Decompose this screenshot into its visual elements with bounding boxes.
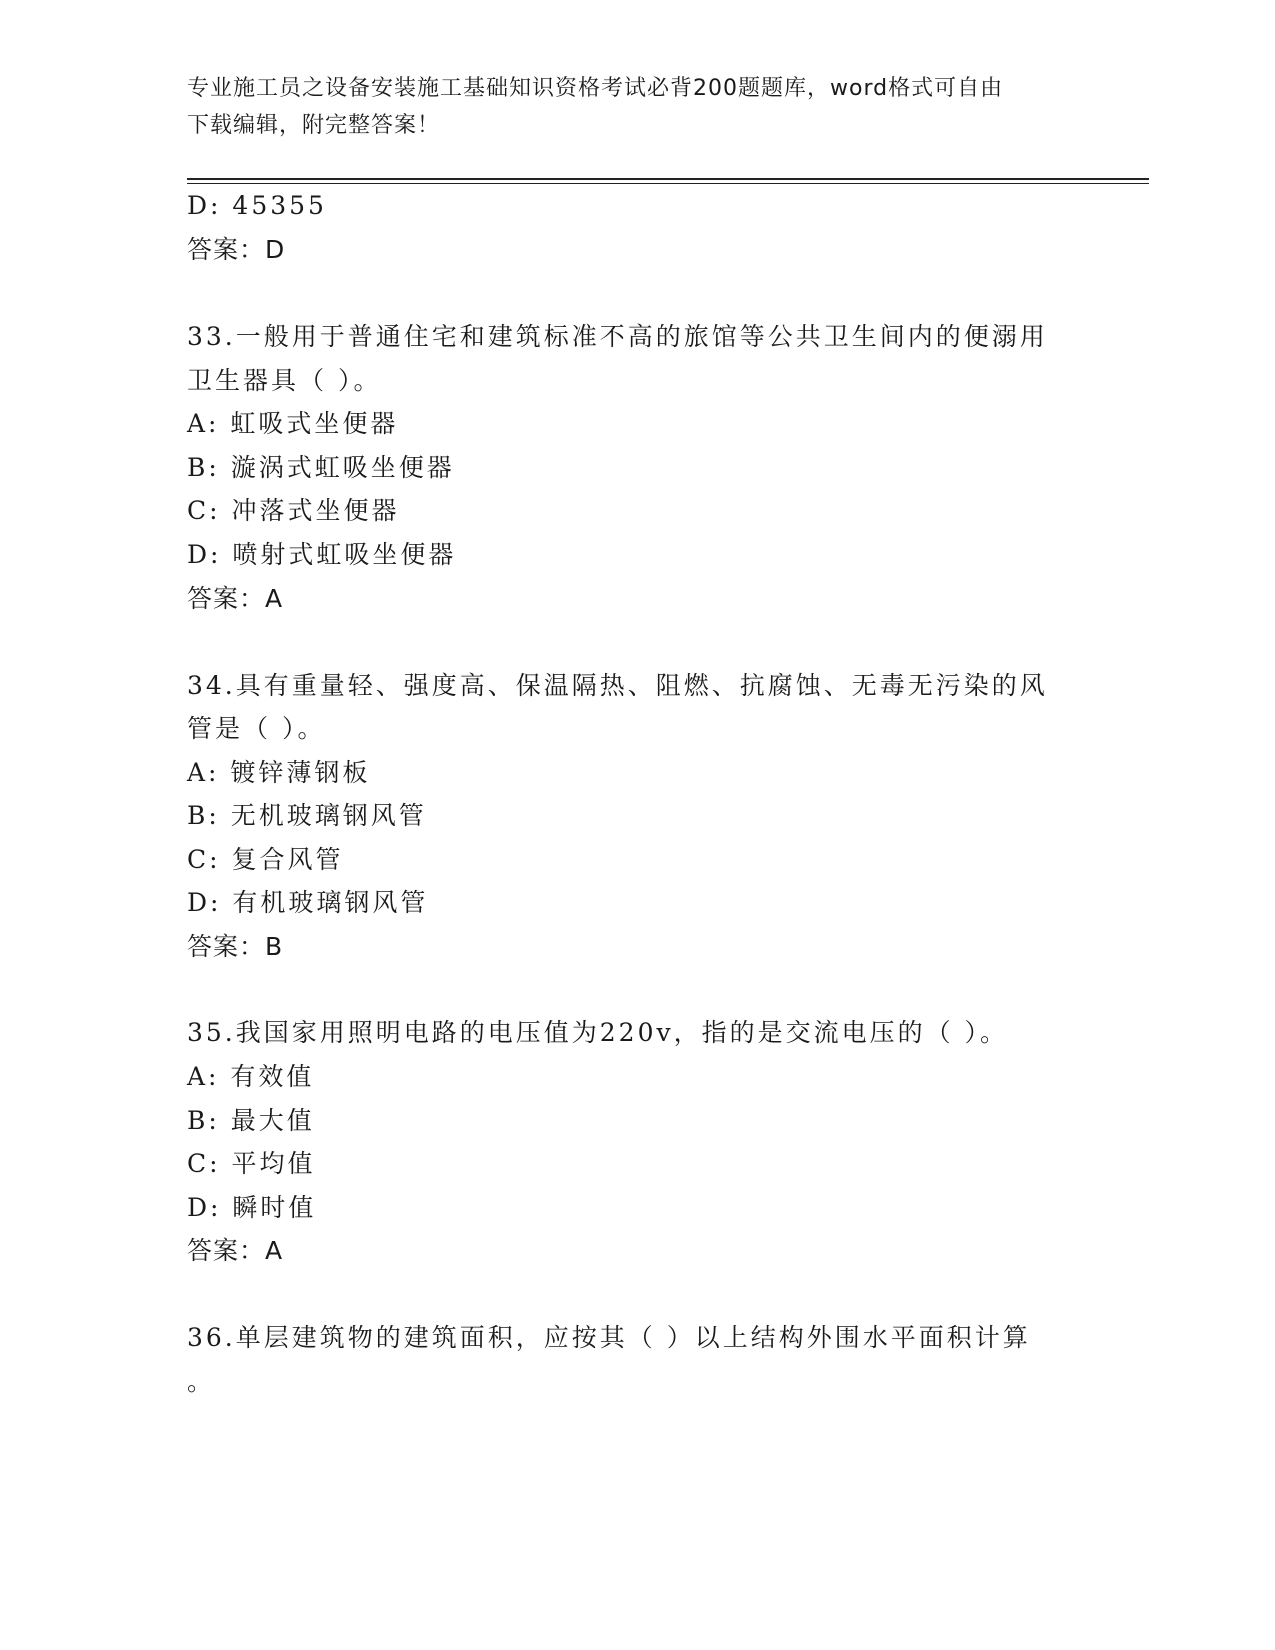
q34-text-line-1: 34.具有重量轻、强度高、保温隔热、阻燃、抗腐蚀、无毒无污染的风 (187, 671, 1048, 700)
q34-text-line-2: 管是（ ）。 (187, 714, 326, 743)
q33-option-a: A: 虹吸式坐便器 (187, 409, 399, 438)
header-divider-top (187, 178, 1149, 180)
header-title-line-1: 专业施工员之设备安装施工基础知识资格考试必背200题题库，word格式可自由 (187, 76, 1004, 101)
prev-answer: 答案：D (187, 235, 286, 264)
q34-option-b: B: 无机玻璃钢风管 (187, 801, 427, 830)
q33-option-d: D: 喷射式虹吸坐便器 (187, 540, 457, 569)
q36-text-line-2: 。 (187, 1367, 216, 1396)
q33-text-line-1: 33.一般用于普通住宅和建筑标准不高的旅馆等公共卫生间内的便溺用 (187, 322, 1048, 351)
header-title-line-2: 下载编辑，附完整答案！ (187, 113, 441, 138)
header-divider-bottom (187, 183, 1149, 184)
q35-answer: 答案：A (187, 1236, 284, 1265)
q34-answer: 答案：B (187, 932, 284, 961)
q35-text-line-1: 35.我国家用照明电路的电压值为220v，指的是交流电压的（ ）。 (187, 1018, 1009, 1047)
q34-option-d: D: 有机玻璃钢风管 (187, 888, 429, 917)
q34-option-c: C: 复合风管 (187, 845, 344, 874)
q36-text-line-1: 36.单层建筑物的建筑面积，应按其（ ）以上结构外围水平面积计算 (187, 1323, 1031, 1352)
q35-option-c: C: 平均值 (187, 1149, 316, 1178)
document-header (187, 70, 1067, 144)
q35-option-d: D: 瞬时值 (187, 1193, 317, 1222)
q34-option-a: A: 镀锌薄钢板 (187, 758, 371, 787)
q33-option-c: C: 冲落式坐便器 (187, 496, 400, 525)
q35-option-b: B: 最大值 (187, 1106, 315, 1135)
q33-text-line-2: 卫生器具（ ）。 (187, 366, 382, 395)
q35-option-a: A: 有效值 (187, 1062, 315, 1091)
q33-option-b: B: 漩涡式虹吸坐便器 (187, 453, 455, 482)
q33-answer: 答案：A (187, 584, 284, 613)
prev-option-d: D: 45355 (187, 191, 327, 220)
